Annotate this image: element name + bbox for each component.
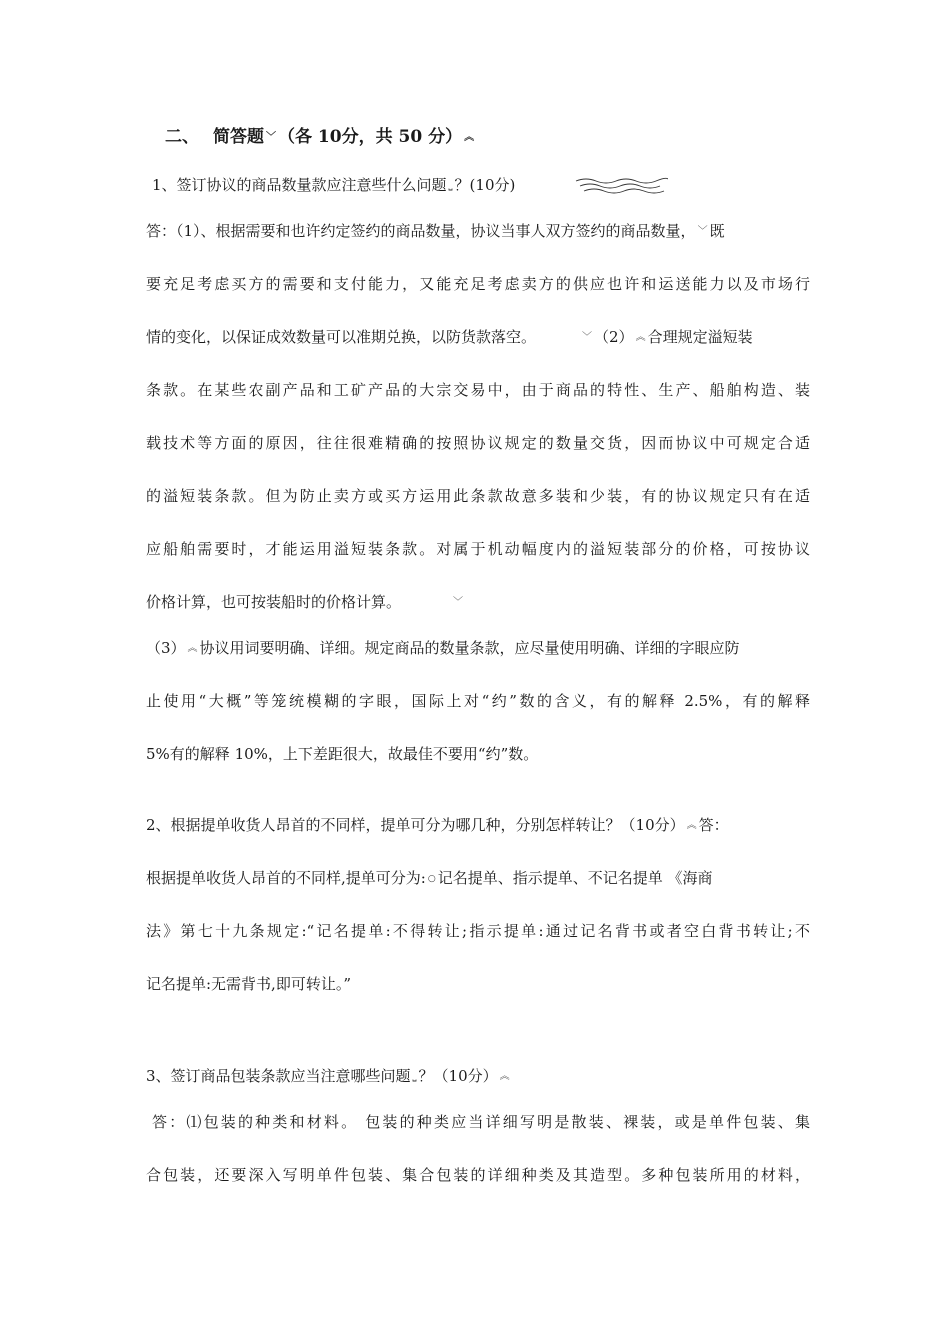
q3-line: 合包装，还要深入写明单件包装、集合包装的详细种类及其造型。多种包装所用的材料， xyxy=(146,1166,810,1184)
section-score: （各 10分，共 50 分） xyxy=(278,127,463,147)
q1-text: 协议用词要明确、详细。规定商品的数量条款，应尽量使用明确、详细的字眼应防 xyxy=(199,639,740,657)
q3-title-text: 3、签订商品包装条款应当注意哪些问题 xyxy=(146,1067,411,1085)
q1-text: 既 xyxy=(709,222,725,240)
q1-line xyxy=(146,327,810,348)
section-title: 简答题 xyxy=(213,127,264,147)
bracket-mark-icon: ⎵ xyxy=(448,180,453,191)
down-mark-icon: ﹀ xyxy=(266,131,276,143)
q3-title xyxy=(146,1066,810,1087)
wavy-underline-icon xyxy=(574,176,668,194)
q2-line xyxy=(146,868,810,889)
bracket-mark-icon: ⎵ xyxy=(412,1071,417,1082)
q2-line: 记名提单:无需背书,即可转让。” xyxy=(146,975,351,993)
q1-title xyxy=(152,175,816,196)
q2-answer-label: 答： xyxy=(698,816,729,834)
down-mark-icon: ﹀ xyxy=(582,332,593,343)
q2-text: 记名提单、指示提单、不记名提单 《海商 xyxy=(437,869,713,887)
q3-title-score: ？（10分） xyxy=(418,1067,498,1085)
section-number: 二、 xyxy=(165,127,199,147)
q1-title-score: ？(10分) xyxy=(454,176,516,194)
q1-line xyxy=(146,221,810,242)
q1-text: 合理规定溢短装 xyxy=(647,328,753,346)
q1-text: （2） xyxy=(594,328,634,346)
up-mark-icon: ︽ xyxy=(686,820,697,831)
q1-line xyxy=(146,638,810,659)
q1-line: 5%有的解释 10%，上下差距很大，故最佳不要用“约”数。 xyxy=(146,745,539,763)
up-mark-icon: ︽ xyxy=(499,1071,510,1082)
q1-text: （3） xyxy=(146,639,186,657)
q1-line: 止使用“大概”等笼统模糊的字眼，国际上对“约”数的含义，有的解释 2.5%，有的解释 xyxy=(146,692,810,710)
down-mark-icon: ﹀ xyxy=(453,597,464,608)
q2-line: 法》第七十九条规定:“记名提单:不得转让;指示提单:通过记名背书或者空白背书转让;不 xyxy=(146,922,810,940)
q1-text: 情的变化，以保证成效数量可以准期兑换，以防货款落空。 xyxy=(146,328,537,346)
q2-title xyxy=(146,815,810,836)
q1-line: 的溢短装条款。但为防止卖方或买方运用此条款故意多装和少装，有的协议规定只有在适 xyxy=(146,487,810,505)
q1-line xyxy=(146,592,810,613)
section-heading xyxy=(165,127,829,148)
q1-line: 载技术等方面的原因，往往很难精确的按照协议规定的数量交货，因而协议中可规定合适 xyxy=(146,434,810,452)
q2-text: 根据提单收货人昂首的不同样,提单可分为: xyxy=(146,869,426,887)
q1-text: 价格计算，也可按装船时的价格计算。 xyxy=(146,593,402,611)
q1-line: 条款。在某些农副产品和工矿产品的大宗交易中，由于商品的特性、生产、船舶构造、装 xyxy=(146,381,810,399)
q2-title-text: 2、根据提单收货人昂首的不同样，提单可分为哪几种，分别怎样转让？（10分） xyxy=(146,816,685,834)
circle-mark-icon: ○ xyxy=(427,874,436,884)
up-mark-icon: ︽ xyxy=(187,643,198,654)
q1-line: 要充足考虑买方的需要和支付能力，又能充足考虑卖方的供应也许和运送能力以及市场行 xyxy=(146,275,810,293)
q3-line: 答：⑴包装的种类和材料。 包装的种类应当详细写明是散装、裸装，或是单件包装、集 xyxy=(152,1113,810,1131)
q1-title-text: 1、签订协议的商品数量款应注意些什么问题 xyxy=(152,176,447,194)
up-mark-icon: ︽ xyxy=(464,131,475,143)
q1-line: 应船舶需要时，才能运用溢短装条款。对属于机动幅度内的溢短装部分的价格，可按协议 xyxy=(146,540,810,558)
down-mark-icon: ﹀ xyxy=(697,226,708,237)
up-mark-icon: ︽ xyxy=(635,332,646,343)
q1-text: 答：（1）、根据需要和也许约定签约的商品数量，协议当事人双方签约的商品数量， xyxy=(146,222,696,240)
